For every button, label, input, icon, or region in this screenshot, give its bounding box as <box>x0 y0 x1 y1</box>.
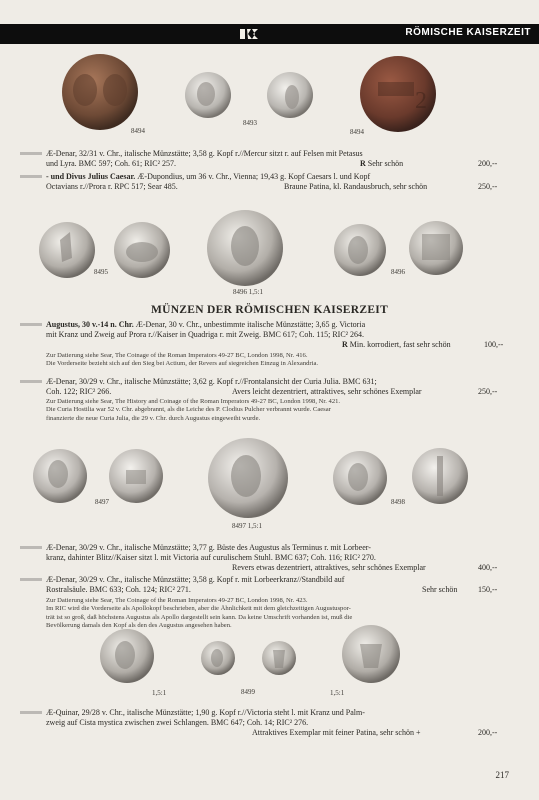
plate-caption: 8496 <box>391 268 405 276</box>
coin-8495-obverse <box>39 222 95 278</box>
plate-caption: 8493 <box>243 119 257 127</box>
coin-8497-obverse-enlarged <box>208 438 288 518</box>
coin-8495-reverse <box>114 222 170 278</box>
lot-price: 250,-- <box>478 182 498 191</box>
coin-8496-obverse <box>334 224 386 276</box>
lot-number-mark <box>20 711 42 714</box>
page-number: 217 <box>495 770 509 780</box>
coin-plate-3 <box>0 432 539 530</box>
plate-caption: 8499 <box>241 688 255 696</box>
lot-price: 150,-- <box>478 585 498 594</box>
lot-number-mark <box>20 380 42 383</box>
lot-price: 200,-- <box>478 728 498 737</box>
plate-caption: 1,5:1 <box>330 689 345 697</box>
lot-number-mark <box>20 175 42 178</box>
plate-caption: 1,5:1 <box>152 689 167 697</box>
publisher-logo-icon <box>238 27 260 41</box>
coin-8499-reverse <box>262 641 296 675</box>
coin-8494-reverse <box>360 56 436 132</box>
lot-description: Æ-Denar, 30/29 v. Chr., italische Münzstätte; 3,62 g. Kopf r.//Frontalansicht der Curia Julia. BMC 631; Coh. 122; RIC² 266. Avers leicht dezentriert, attraktives, sehr schönes Exemplar <box>46 377 422 396</box>
lot-number-mark <box>20 546 42 549</box>
coin-8499-obverse-enlarged <box>100 629 154 683</box>
lot-price: 250,-- <box>478 387 498 396</box>
coin-8499-reverse-enlarged <box>342 625 400 683</box>
lot-note: Zur Datierung siehe Sear, The Coinage of the Roman Imperators 49-27 BC, London 1998, Nr. 416. Die Vorderseite bezieht sich auf den Sieg bei Actium, der Revers auf siegreichen Einzug in Alexandria. <box>46 352 319 368</box>
coin-8499-obverse <box>201 641 235 675</box>
coin-plate-4 <box>0 616 539 700</box>
lot-price: 100,-- <box>484 340 504 349</box>
lot-note: Zur Datierung siehe Sear, The Coinage of the Roman Imperators 49-27 BC, London 1998, Nr. 423. Im RIC wird die Vorderseite als Apollokopf beschrieben, aber die Ähnlichkeit mit dem gleichzeitigen Augustuspor- trät ist so groß, daß höchstens Augustus als Apollo dargestellt sein kann. Da keine Umschrift vorhanden ist, muß die Bevölkerung damals den Kopf als den des Augustus angesehen haben. <box>46 597 353 630</box>
coin-8497-reverse <box>109 449 163 503</box>
coin-8498-obverse <box>333 451 387 505</box>
plate-caption: 8496 1,5:1 <box>233 288 263 296</box>
coin-plate-1 <box>0 50 539 142</box>
lot-price: 200,-- <box>478 159 498 168</box>
lot-note: Zur Datierung siehe Sear, The History and Coinage of the Roman Imperators 49-27 BC, London 1998, Nr. 421. Die Curia Hostilia war 52 v. Chr. abgebrannt, als die Leiche des P. Clodius Pulcher verbrannt wurde. Caesar finanzierte die neue Curia Julia, die 29 v. Chr. durch Augustus eingeweiht wurde. <box>46 398 341 422</box>
coin-8496-obverse-enlarged <box>207 210 283 286</box>
coin-8493-obverse <box>185 72 231 118</box>
lot-description: Æ-Denar, 30/29 v. Chr., italische Münzstätte; 3,77 g. Büste des Augustus als Terminus r. mit Lorbeer- kranz, dahinter Blitz//Kaiser sitzt l. mit Victoria auf curulischem Stuhl. BMC 637; Coh. 116; RIC² 270. Revers etwas dezentriert, attraktives, sehr schönes Exemplar <box>46 543 426 572</box>
section-heading: MÜNZEN DER RÖMISCHEN KAISERZEIT <box>150 304 389 316</box>
coin-plate-2 <box>0 210 539 300</box>
plate-caption: 8497 <box>95 498 109 506</box>
coin-8493-reverse <box>267 72 313 118</box>
svg-text:2: 2 <box>415 88 427 114</box>
coin-8496-reverse <box>409 221 463 275</box>
plate-caption: 8494 <box>131 127 145 135</box>
lot-description: Æ-Denar, 30/29 v. Chr., italische Münzstätte; 3,58 g. Kopf r. mit Lorbeerkranz//Standbild auf Rostralsäule. BMC 633; Coh. 124; RIC² 271. Sehr schön <box>46 575 458 594</box>
lot-number-mark <box>20 578 42 581</box>
coin-8494-obverse <box>62 54 138 130</box>
coin-8498-reverse <box>412 448 468 504</box>
lot-number-mark <box>20 323 42 326</box>
lot-price: 400,-- <box>478 563 498 572</box>
lot-description: - und Divus Julius Caesar. Æ-Dupondius, um 36 v. Chr., Vienna; 19,43 g. Kopf Caesars l. und Kopf Octavians r.//Prora r. RPC 517; Sear 485. Braune Patina, kl. Randausbruch, sehr schön <box>46 172 428 191</box>
section-title: RÖMISCHE KAISERZEIT <box>405 27 531 38</box>
plate-caption: 8497 1,5:1 <box>232 522 262 530</box>
plate-caption: 8494 <box>350 128 364 136</box>
lot-description: Æ-Quinar, 29/28 v. Chr., italische Münzstätte; 1,90 g. Kopf r.//Victoria steht l. mit Kranz und Palm- zweig auf Cista mystica zwischen zwei Schlangen. BMC 647; Coh. 14; RIC² 276. Attraktives Exemplar mit feiner Patina, sehr schön + <box>46 708 421 737</box>
plate-caption: 8495 <box>94 268 108 276</box>
coin-8497-obverse <box>33 449 87 503</box>
lot-description: Augustus, 30 v.-14 n. Chr. Æ-Denar, 30 v. Chr., unbestimmte italische Münzstätte; 3,65 g. Victoria mit Kranz und Zweig auf Prora r.//Kaiser in Quadriga r. mit Zweig. BMC 617; Coh. 115; RIC² 264. R Min. korrodiert, fast sehr schön <box>46 320 451 349</box>
lot-number-mark <box>20 152 42 155</box>
plate-caption: 8498 <box>391 498 405 506</box>
lot-description: Æ-Denar, 32/31 v. Chr., italische Münzstätte; 3,58 g. Kopf r.//Mercur sitzt r. auf Felsen mit Petasus und Lyra. BMC 597; Coh. 61; RIC² 257. R Sehr schön <box>46 149 404 168</box>
